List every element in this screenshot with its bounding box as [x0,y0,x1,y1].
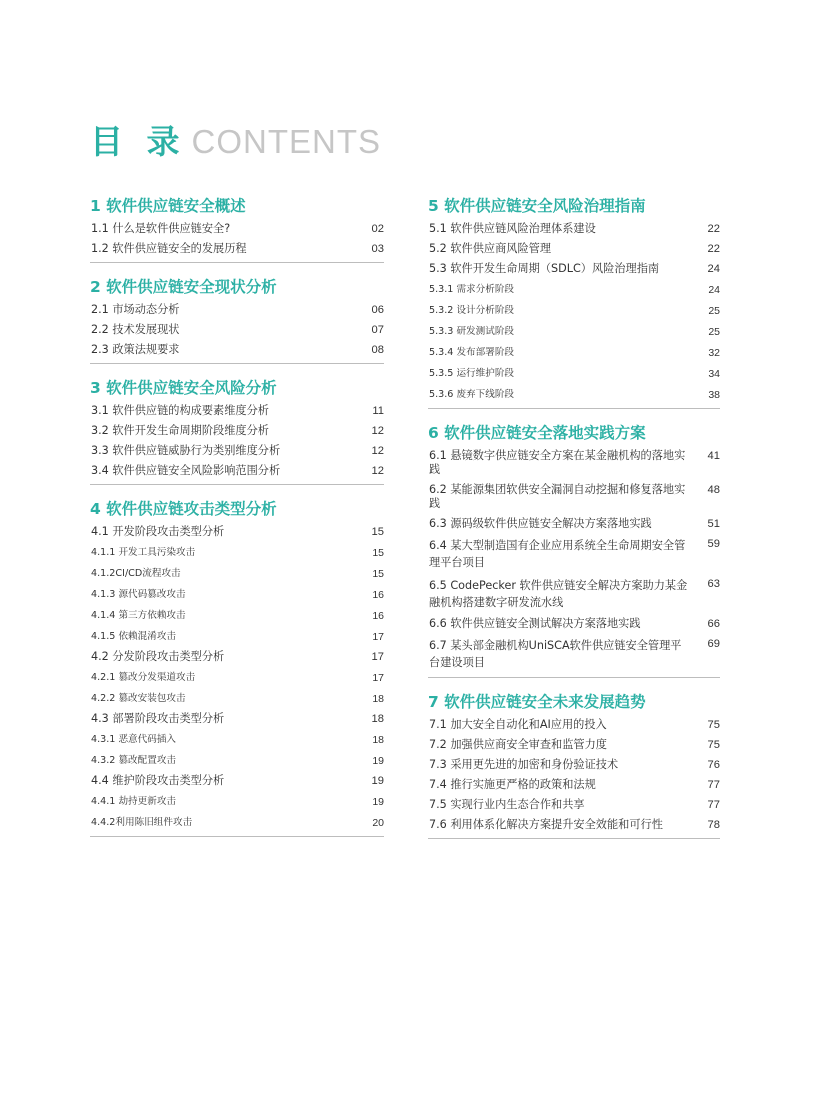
entry-label: 5.2 软件供应商风险管理 [429,242,552,255]
entry-page-number: 16 [372,609,384,622]
toc-entry[interactable] [428,534,720,574]
entry-page-number: 51 [707,518,720,530]
entry-page-number: 17 [372,630,384,643]
toc-subentry[interactable] [90,605,384,626]
toc-section [90,274,384,364]
entry-label: 5.3 软件开发生命周期（SDLC）风险治理指南 [429,262,660,275]
entry-label: 4.3.1 恶意代码插入 [91,733,177,745]
title-chinese: 目 录 [90,122,186,161]
entry-label: 5.1 软件供应链风险治理体系建设 [429,222,596,235]
toc-section [90,496,384,837]
entry-label: 5.3.3 研发测试阶段 [429,325,515,337]
entry-page-number: 24 [707,263,720,275]
entry-page-number: 41 [707,450,720,462]
entry-page-number: 22 [707,223,720,235]
entry-page-number: 17 [371,651,384,663]
entry-page-number: 48 [707,484,720,496]
entry-page-number: 12 [371,425,384,437]
toc-entry[interactable] [428,735,720,755]
toc-right-column [428,193,720,850]
entry-label: 4.4 维护阶段攻击类型分析 [91,774,225,787]
toc-subentry[interactable] [428,363,720,384]
toc-left-column [90,193,384,848]
entry-label: 2.2 技术发展现状 [91,323,180,336]
entry-label: 6.3 源码级软件供应链安全解决方案落地实践 [429,517,652,530]
toc-entry[interactable] [90,401,384,421]
toc-entry[interactable] [428,634,720,674]
entry-label: 7.2 加强供应商安全审查和监管力度 [429,738,607,751]
toc-entry[interactable] [90,300,384,320]
entry-label: 3.2 软件开发生命周期阶段维度分析 [91,424,269,437]
entry-label: 6.6 软件供应链安全测试解决方案落地实践 [429,617,641,630]
entry-label: 7.3 采用更先进的加密和身份验证技术 [429,758,619,771]
entry-label: 2.3 政策法规要求 [91,343,180,356]
entry-label: 6.1 悬镜数字供应链安全方案在某金融机构的落地实践 [429,449,686,476]
entry-page-number: 18 [372,733,384,746]
entry-page-number: 17 [372,671,384,684]
toc-entry[interactable] [428,239,720,259]
entry-label: 4.1.4 第三方依赖攻击 [91,609,186,621]
toc-entry[interactable] [90,239,384,259]
entry-label: 1.1 什么是软件供应链安全? [91,222,231,235]
entry-label: 4.4.2利用陈旧组件攻击 [91,816,193,828]
entry-page-number: 76 [707,759,720,771]
entry-label: 7.4 推行实施更严格的政策和法规 [429,778,596,791]
entry-label: 5.3.2 设计分析阶段 [429,304,515,316]
entry-page-number: 15 [372,567,384,580]
entry-page-number: 07 [371,324,384,336]
toc-entry[interactable] [428,480,720,514]
toc-subentry[interactable] [428,342,720,363]
entry-label: 3.3 软件供应链威胁行为类别维度分析 [91,444,281,457]
toc-entry[interactable] [90,320,384,340]
entry-label: 3.4 软件供应链安全风险影响范围分析 [91,464,281,477]
toc-entry[interactable] [90,421,384,441]
section-heading[interactable]: 7 软件供应链安全未来发展趋势 [428,693,646,711]
toc-subentry[interactable] [90,791,384,812]
section-heading[interactable]: 3 软件供应链安全风险分析 [90,379,277,397]
entry-label: 7.6 利用体系化解决方案提升安全效能和可行性 [429,818,663,831]
entry-label: 4.3 部署阶段攻击类型分析 [91,712,225,725]
entry-label: 3.1 软件供应链的构成要素维度分析 [91,404,269,417]
entry-page-number: 19 [372,795,384,808]
toc-entry[interactable] [90,522,384,542]
section-heading[interactable]: 6 软件供应链安全落地实践方案 [428,424,646,442]
toc-entry[interactable] [90,219,384,239]
toc-entry[interactable] [428,715,720,735]
toc-subentry[interactable] [90,729,384,750]
toc-entry[interactable] [428,775,720,795]
toc-subentry[interactable] [90,542,384,563]
section-heading[interactable]: 1 软件供应链安全概述 [90,197,246,215]
toc-entry[interactable] [428,514,720,534]
toc-entry[interactable] [90,771,384,791]
toc-entry[interactable] [90,340,384,360]
toc-subentry[interactable] [428,300,720,321]
entry-page-number: 75 [707,739,720,751]
entry-page-number: 25 [708,304,720,317]
toc-subentry[interactable] [428,321,720,342]
toc-entry[interactable] [428,755,720,775]
entry-page-number: 78 [707,819,720,831]
entry-label: 4.4.1 劫持更新攻击 [91,795,177,807]
toc-entry[interactable] [428,259,720,279]
entry-label: 1.2 软件供应链安全的发展历程 [91,242,247,255]
entry-page-number: 32 [708,346,720,359]
entry-page-number: 22 [707,243,720,255]
toc-section [428,420,720,678]
entry-page-number: 16 [372,588,384,601]
entry-label: 4.1.3 源代码篡改攻击 [91,588,186,600]
toc-entry[interactable] [428,219,720,239]
entry-page-number: 19 [372,754,384,767]
toc-entry[interactable] [428,795,720,815]
entry-label: 7.1 加大安全自动化和AI应用的投入 [429,718,607,731]
toc-entry[interactable] [428,446,720,480]
toc-entry[interactable] [428,574,720,614]
entry-page-number: 11 [372,405,384,417]
entry-page-number: 77 [707,799,720,811]
entry-page-number: 03 [371,243,384,255]
toc-entry[interactable] [90,461,384,481]
entry-page-number: 66 [707,618,720,630]
entry-page-number: 69 [707,638,720,650]
entry-page-number: 08 [371,344,384,356]
toc-subentry[interactable] [90,626,384,647]
entry-label: 6.5 CodePecker 软件供应链安全解决方案助力某金融机构搭建数字研发流水线 [429,579,688,609]
toc-section [90,193,384,263]
entry-label: 5.3.5 运行维护阶段 [429,367,515,379]
entry-page-number: 24 [708,283,720,296]
toc-subentry[interactable] [90,584,384,605]
entry-label: 7.5 实现行业内生态合作和共享 [429,798,585,811]
title-english: CONTENTS [191,123,381,160]
entry-page-number: 18 [372,692,384,705]
entry-page-number: 20 [372,816,384,829]
entry-page-number: 75 [707,719,720,731]
toc-section [428,689,720,839]
toc-subentry[interactable] [428,279,720,300]
toc-subentry[interactable] [90,688,384,709]
entry-label: 5.3.6 废弃下线阶段 [429,388,515,400]
entry-page-number: 12 [371,465,384,477]
entry-label: 6.2 某能源集团软供安全漏洞自动挖掘和修复落地实践 [429,483,686,510]
entry-label: 5.3.4 发布部署阶段 [429,346,515,358]
entry-page-number: 19 [371,775,384,787]
entry-label: 4.2.1 篡改分发渠道攻击 [91,671,196,683]
toc-subentry[interactable] [90,667,384,688]
toc-subentry[interactable] [90,812,384,833]
entry-page-number: 77 [707,779,720,791]
toc-subentry[interactable] [90,563,384,584]
toc-subentry[interactable] [428,384,720,405]
toc-entry[interactable] [90,647,384,667]
section-heading[interactable]: 2 软件供应链安全现状分析 [90,278,277,296]
entry-page-number: 63 [707,578,720,590]
entry-label: 4.1.2CI/CD流程攻击 [91,567,181,579]
toc-subentry[interactable] [90,750,384,771]
entry-label: 2.1 市场动态分析 [91,303,180,316]
entry-label: 4.2.2 篡改安装包攻击 [91,692,186,704]
entry-label: 4.1.1 开发工具污染攻击 [91,546,196,558]
entry-page-number: 59 [707,538,720,550]
entry-page-number: 18 [371,713,384,725]
toc-entry[interactable] [428,614,720,634]
entry-page-number: 06 [371,304,384,316]
section-heading[interactable]: 4 软件供应链攻击类型分析 [90,500,277,518]
entry-label: 4.2 分发阶段攻击类型分析 [91,650,225,663]
entry-page-number: 15 [372,546,384,559]
entry-page-number: 15 [371,526,384,538]
section-heading[interactable]: 5 软件供应链安全风险治理指南 [428,197,646,215]
page-title [90,116,381,163]
entry-page-number: 25 [708,325,720,338]
entry-page-number: 38 [708,388,720,401]
toc-section [428,193,720,409]
entry-page-number: 02 [371,223,384,235]
toc-entry[interactable] [90,709,384,729]
entry-label: 6.7 某头部金融机构UniSCA软件供应链安全管理平台建设项目 [429,639,682,669]
entry-page-number: 34 [708,367,720,380]
entry-label: 4.1.5 依赖混淆攻击 [91,630,177,642]
toc-entry[interactable] [90,441,384,461]
entry-label: 6.4 某大型制造国有企业应用系统全生命周期安全管理平台项目 [429,539,686,569]
entry-label: 5.3.1 需求分析阶段 [429,283,515,295]
toc-section [90,375,384,485]
entry-page-number: 12 [371,445,384,457]
toc-entry[interactable] [428,815,720,835]
entry-label: 4.3.2 篡改配置攻击 [91,754,177,766]
entry-label: 4.1 开发阶段攻击类型分析 [91,525,225,538]
